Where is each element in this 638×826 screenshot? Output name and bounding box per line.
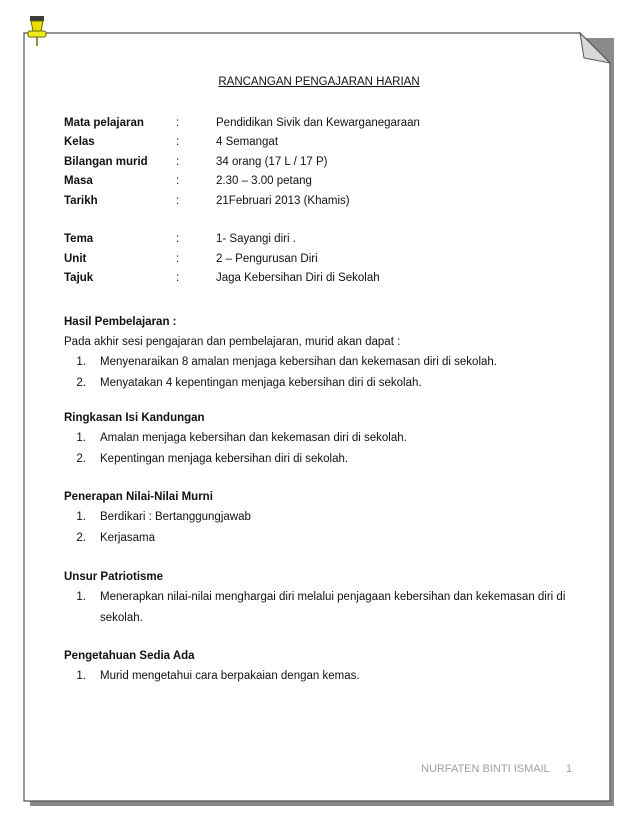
list-text: Menyenaraikan 8 amalan menjaga kebersihan dan kekemasan diri di sekolah. <box>100 356 497 368</box>
info-colon: : <box>176 252 180 265</box>
info-colon: : <box>176 194 180 207</box>
section-hasil-pembelajaran <box>64 312 584 394</box>
list-item <box>64 373 584 394</box>
info-row <box>64 113 420 133</box>
info-value: Jaga Kebersihan Diri di Sekolah <box>216 272 380 285</box>
numbered-list <box>64 352 584 394</box>
list-item <box>64 528 584 549</box>
section-ringkasan-isi <box>64 408 584 470</box>
list-number: 1. <box>76 591 86 603</box>
section-unsur-patriotisme <box>64 567 584 629</box>
info-value: Pendidikan Sivik dan Kewarganegaraan <box>216 116 420 129</box>
list-number: 1. <box>76 511 86 523</box>
list-text: Kerjasama <box>100 532 155 544</box>
section-heading: Hasil Pembelajaran : <box>64 316 177 328</box>
section-pengetahuan-sedia-ada <box>64 646 584 687</box>
spacer <box>64 211 420 230</box>
list-item <box>64 428 584 449</box>
numbered-list <box>64 428 584 470</box>
list-number: 2. <box>76 453 86 465</box>
list-text: Kepentingan menjaga kebersihan diri di sekolah. <box>100 453 349 465</box>
info-value: 21Februari 2013 (Khamis) <box>216 194 350 207</box>
info-colon: : <box>176 233 180 246</box>
section-heading: Ringkasan Isi Kandungan <box>64 412 205 424</box>
info-row <box>64 191 420 211</box>
list-text: Menyatakan 4 kepentingan menjaga kebersihan diri di sekolah. <box>100 377 422 389</box>
info-colon: : <box>176 155 180 168</box>
footer-author: NURFATEN BINTI ISMAIL <box>421 763 550 775</box>
section-heading: Pengetahuan Sedia Ada <box>64 650 195 662</box>
page-title: RANCANGAN PENGAJARAN HARIAN <box>218 76 420 88</box>
list-number: 1. <box>76 670 86 682</box>
info-value: 1- Sayangi diri . <box>216 233 296 246</box>
list-item <box>64 587 584 629</box>
info-label: Tarikh <box>64 194 98 207</box>
list-item <box>64 666 584 687</box>
info-value: 4 Semangat <box>216 136 279 149</box>
section-intro: Pada akhir sesi pengajaran dan pembelajaran, murid akan dapat : <box>64 336 401 348</box>
info-row <box>64 269 420 289</box>
info-label: Tajuk <box>64 272 94 285</box>
numbered-list <box>64 666 584 687</box>
info-value: 2.30 – 3.00 petang <box>216 175 312 188</box>
info-row <box>64 152 420 172</box>
section-nilai-murni <box>64 487 584 549</box>
info-value: 2 – Pengurusan Diri <box>216 252 318 265</box>
info-row <box>64 172 420 192</box>
info-colon: : <box>176 272 180 285</box>
info-label: Bilangan murid <box>64 155 148 168</box>
numbered-list <box>64 587 584 629</box>
list-number: 2. <box>76 532 86 544</box>
list-text: Berdikari : Bertanggungjawab <box>100 511 251 523</box>
info-colon: : <box>176 116 180 129</box>
info-label: Tema <box>64 233 94 246</box>
page-number: 1 <box>566 763 573 775</box>
list-text: Menerapkan nilai-nilai menghargai diri melalui penjagaan kebersihan dan kekemasan diri di sekolah. <box>100 591 566 624</box>
list-number: 2. <box>76 377 86 389</box>
list-item <box>64 449 584 470</box>
section-heading: Penerapan Nilai-Nilai Murni <box>64 491 213 503</box>
list-number: 1. <box>76 356 86 368</box>
list-text: Amalan menjaga kebersihan dan kekemasan diri di sekolah. <box>100 432 407 444</box>
info-label: Mata pelajaran <box>64 116 144 129</box>
section-heading: Unsur Patriotisme <box>64 571 164 583</box>
info-row <box>64 133 420 153</box>
info-label: Kelas <box>64 136 95 149</box>
info-label: Unit <box>64 252 87 265</box>
info-value: 34 orang (17 L / 17 P) <box>216 155 328 168</box>
list-number: 1. <box>76 432 86 444</box>
info-label: Masa <box>64 175 93 188</box>
numbered-list <box>64 507 584 549</box>
info-row <box>64 249 420 269</box>
info-row <box>64 230 420 250</box>
list-item <box>64 352 584 373</box>
info-colon: : <box>176 136 180 149</box>
list-text: Murid mengetahui cara berpakaian dengan kemas. <box>100 670 360 682</box>
list-item <box>64 507 584 528</box>
info-colon: : <box>176 175 180 188</box>
lesson-info <box>64 113 420 288</box>
